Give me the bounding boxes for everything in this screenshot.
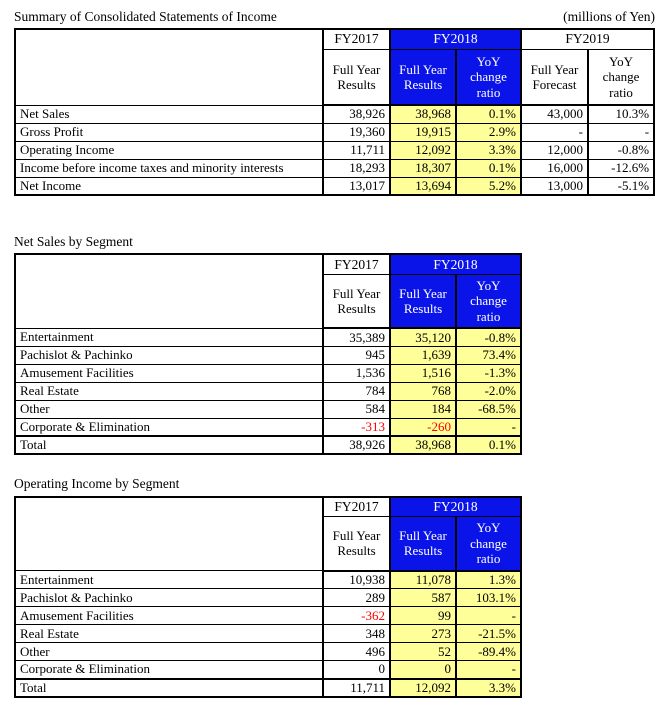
col-header-fy2017-results: Full Year Results: [323, 49, 390, 105]
value-fy2017: 38,926: [323, 105, 390, 123]
row-label: Operating Income: [15, 141, 323, 159]
value-fy2018-yoy: 103.1%: [456, 589, 521, 607]
table-row-net-sales: [15, 105, 654, 123]
value-fy2018: 13,694: [390, 177, 456, 195]
col-group-fy2017: FY2017: [323, 254, 390, 274]
value-fy2018: 768: [390, 382, 456, 400]
value-fy2018: 273: [390, 625, 456, 643]
value-fy2017: -313: [323, 418, 390, 436]
operating-income-by-segment-table: [14, 496, 522, 698]
value-fy2018-yoy: -: [456, 661, 521, 679]
value-fy2019: 13,000: [521, 177, 588, 195]
value-fy2019: -: [521, 123, 588, 141]
value-fy2019-yoy: 10.3%: [588, 105, 654, 123]
value-fy2018: 99: [390, 607, 456, 625]
value-fy2017: 35,389: [323, 328, 390, 346]
value-fy2019-yoy: -0.8%: [588, 141, 654, 159]
row-label: Net Income: [15, 177, 323, 195]
section-title-income-summary: Summary of Consolidated Statements of Income: [14, 9, 277, 24]
table-row-other: [15, 643, 521, 661]
col-group-fy2017: FY2017: [323, 497, 390, 517]
value-fy2018-yoy: 5.2%: [456, 177, 521, 195]
table-row-amusement-facilities: [15, 364, 521, 382]
section-header-income-summary: [14, 9, 655, 25]
row-label: Corporate & Elimination: [15, 418, 323, 436]
value-fy2018: 1,516: [390, 364, 456, 382]
col-header-fy2018-yoy: YoY change ratio: [456, 274, 521, 328]
col-group-fy2018: FY2018: [390, 497, 521, 517]
value-fy2018-yoy: -: [456, 607, 521, 625]
table-row-operating-income: [15, 141, 654, 159]
value-fy2018: 19,915: [390, 123, 456, 141]
row-label: Entertainment: [15, 328, 323, 346]
empty-corner-cell: [15, 29, 323, 105]
value-fy2018: 12,092: [390, 141, 456, 159]
row-label: Amusement Facilities: [15, 607, 323, 625]
value-fy2017: 10,938: [323, 571, 390, 589]
value-fy2017: 0: [323, 661, 390, 679]
value-fy2018-yoy: 2.9%: [456, 123, 521, 141]
value-fy2019-yoy: -: [588, 123, 654, 141]
value-fy2018-yoy: -0.8%: [456, 328, 521, 346]
value-fy2019: 16,000: [521, 159, 588, 177]
table-row-total: [15, 436, 521, 454]
row-label: Total: [15, 436, 323, 454]
value-fy2017: 496: [323, 643, 390, 661]
value-fy2017: 13,017: [323, 177, 390, 195]
table-row-pachislot-pachinko: [15, 589, 521, 607]
value-fy2017: 289: [323, 589, 390, 607]
col-header-fy2018-yoy: YoY change ratio: [456, 517, 521, 571]
row-label: Total: [15, 679, 323, 697]
header-row-years: [15, 254, 521, 274]
col-group-fy2017: FY2017: [323, 29, 390, 49]
value-fy2018-yoy: 1.3%: [456, 571, 521, 589]
income-summary-table: [14, 28, 655, 196]
table-row-real-estate: [15, 625, 521, 643]
row-label: Entertainment: [15, 571, 323, 589]
value-fy2018-yoy: 3.3%: [456, 141, 521, 159]
row-label: Amusement Facilities: [15, 364, 323, 382]
row-label: Corporate & Elimination: [15, 661, 323, 679]
value-fy2018-yoy: 3.3%: [456, 679, 521, 697]
value-fy2018: 587: [390, 589, 456, 607]
table-row-real-estate: [15, 382, 521, 400]
col-group-fy2018: FY2018: [390, 29, 521, 49]
unit-note: (millions of Yen): [563, 9, 655, 24]
net-sales-by-segment-table: [14, 253, 522, 455]
row-label: Net Sales: [15, 105, 323, 123]
value-fy2018: 52: [390, 643, 456, 661]
value-fy2018-yoy: -: [456, 418, 521, 436]
row-label: Income before income taxes and minority interests: [15, 159, 323, 177]
value-fy2018-yoy: -21.5%: [456, 625, 521, 643]
row-label: Other: [15, 400, 323, 418]
col-header-fy2018-results: Full Year Results: [390, 517, 456, 571]
table-row-total: [15, 679, 521, 697]
value-fy2018: 12,092: [390, 679, 456, 697]
value-fy2018: 18,307: [390, 159, 456, 177]
table-row-corporate-elimination: [15, 661, 521, 679]
value-fy2017: 584: [323, 400, 390, 418]
header-row-years: [15, 29, 654, 49]
value-fy2017: 19,360: [323, 123, 390, 141]
row-label: Real Estate: [15, 625, 323, 643]
table-row-net-income: [15, 177, 654, 195]
value-fy2018-yoy: 73.4%: [456, 346, 521, 364]
value-fy2018: 38,968: [390, 105, 456, 123]
value-fy2018-yoy: 0.1%: [456, 436, 521, 454]
table-row-pachislot-pachinko: [15, 346, 521, 364]
table-row-corporate-elimination: [15, 418, 521, 436]
value-fy2017: 348: [323, 625, 390, 643]
value-fy2017: 1,536: [323, 364, 390, 382]
value-fy2017: 784: [323, 382, 390, 400]
col-header-fy2019-forecast: Full Year Forecast: [521, 49, 588, 105]
table-row-income-before-taxes: [15, 159, 654, 177]
table-row-amusement-facilities: [15, 607, 521, 625]
row-label: Other: [15, 643, 323, 661]
table-row-entertainment: [15, 571, 521, 589]
col-group-fy2019: FY2019: [521, 29, 654, 49]
value-fy2018: 184: [390, 400, 456, 418]
value-fy2019: 12,000: [521, 141, 588, 159]
value-fy2017: -362: [323, 607, 390, 625]
row-label: Gross Profit: [15, 123, 323, 141]
col-header-fy2018-yoy: YoY change ratio: [456, 49, 521, 105]
col-header-fy2018-results: Full Year Results: [390, 274, 456, 328]
value-fy2018-yoy: -1.3%: [456, 364, 521, 382]
value-fy2017: 945: [323, 346, 390, 364]
value-fy2018: 11,078: [390, 571, 456, 589]
col-header-fy2018-results: Full Year Results: [390, 49, 456, 105]
value-fy2018: 1,639: [390, 346, 456, 364]
value-fy2018-yoy: -89.4%: [456, 643, 521, 661]
value-fy2018: 38,968: [390, 436, 456, 454]
value-fy2018: -260: [390, 418, 456, 436]
row-label: Real Estate: [15, 382, 323, 400]
col-header-fy2019-yoy: YoY change ratio: [588, 49, 654, 105]
table-row-entertainment: [15, 328, 521, 346]
section-title-net-sales-by-segment: Net Sales by Segment: [14, 234, 133, 250]
col-group-fy2018: FY2018: [390, 254, 521, 274]
col-header-fy2017-results: Full Year Results: [323, 517, 390, 571]
section-title-operating-income-by-segment: Operating Income by Segment: [14, 476, 180, 492]
value-fy2019-yoy: -12.6%: [588, 159, 654, 177]
value-fy2018-yoy: 0.1%: [456, 159, 521, 177]
value-fy2018-yoy: 0.1%: [456, 105, 521, 123]
value-fy2019: 43,000: [521, 105, 588, 123]
value-fy2017: 18,293: [323, 159, 390, 177]
value-fy2019-yoy: -5.1%: [588, 177, 654, 195]
value-fy2018-yoy: -68.5%: [456, 400, 521, 418]
value-fy2018: 0: [390, 661, 456, 679]
value-fy2018: 35,120: [390, 328, 456, 346]
col-header-fy2017-results: Full Year Results: [323, 274, 390, 328]
value-fy2018-yoy: -2.0%: [456, 382, 521, 400]
table-row-other: [15, 400, 521, 418]
empty-corner-cell: [15, 254, 323, 328]
empty-corner-cell: [15, 497, 323, 571]
row-label: Pachislot & Pachinko: [15, 346, 323, 364]
row-label: Pachislot & Pachinko: [15, 589, 323, 607]
value-fy2017: 11,711: [323, 679, 390, 697]
value-fy2017: 38,926: [323, 436, 390, 454]
table-row-gross-profit: [15, 123, 654, 141]
value-fy2017: 11,711: [323, 141, 390, 159]
header-row-years: [15, 497, 521, 517]
